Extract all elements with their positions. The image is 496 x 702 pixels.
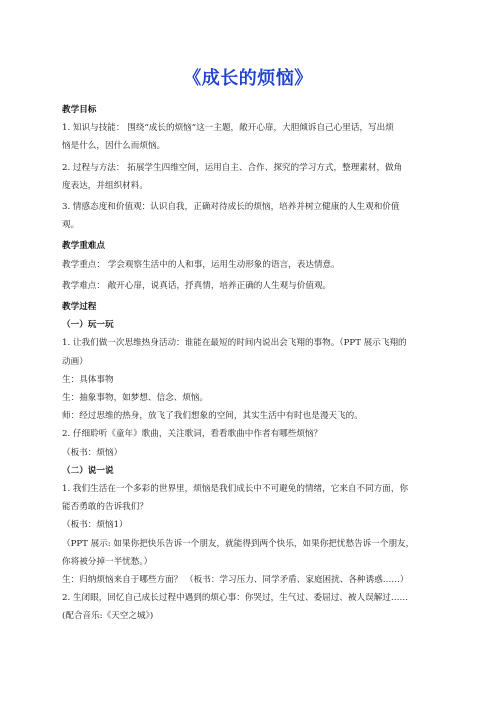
part-1-heading: （一）玩一玩: [62, 320, 114, 331]
part-1-item-3: 生：抽象事物，如梦想、信念、烦恼。: [62, 393, 209, 404]
process-heading: 教学过程: [62, 302, 97, 313]
part-2-item-5-line-2: (配合音乐:《天空之城》): [62, 611, 154, 622]
part-1-item-4: 师：经过思维的热身，放飞了我们想象的空间，其实生活中有时也是漫天飞的。: [62, 411, 363, 422]
keys-heading: 教学重难点: [62, 241, 105, 252]
part-2-item-1-line-2: 能否勇敢的告诉我们？: [62, 502, 148, 513]
part-2-item-2: （板书：烦恼1）: [62, 520, 128, 531]
part-1-item-1-line-1: 1. 让我们做一次思维热身活动：谁能在最短的时间内说出会飞翔的事物。（PPT 展示飞翔的: [62, 338, 407, 349]
part-2-item-3-line-2: 你将被分掉一半忧愁。）: [62, 556, 153, 567]
objective-1-line-1: 1. 知识与技能： 围绕“成长的烦恼”这一主题，敞开心扉，大胆倾诉自己心里话，写出烦: [62, 123, 394, 134]
key-difficulty: 教学难点： 敞开心扉，说真话，抒真情，培养正确的人生观与价值观。: [62, 280, 332, 291]
objective-2-line-2: 度表达，并组织材料。: [62, 180, 148, 191]
part-2-item-4: 生：归纳烦恼来自于哪些方面？ （板书：学习压力、同学矛盾、家庭困扰、各种诱惑……）: [62, 575, 409, 586]
objective-3-line-2: 观。: [62, 220, 80, 231]
part-1-item-6: （板书：烦恼）: [62, 447, 123, 458]
part-1-item-1-line-2: 动画）: [62, 356, 88, 367]
document-title: 《成长的烦恼》: [183, 68, 313, 89]
document-body: [62, 101, 436, 626]
key-focus: 教学重点： 学会观察生活中的人和事，运用生动形象的语言，表达情意。: [62, 259, 340, 270]
part-2-heading: （二）说一说: [62, 465, 114, 476]
objective-1-line-2: 恼是什么，因什么而烦恼。: [62, 141, 166, 152]
part-2-item-3-line-1: （PPT 展示: 如果你把快乐告诉一个朋友，就能得到两个快乐，如果你把忧愁告诉一个朋友，: [62, 538, 415, 549]
part-2-item-1-line-1: 1. 我们生活在一个多彩的世界里，烦恼是我们成长中不可避免的情绪，它来自不同方面，你: [62, 484, 409, 495]
part-1-item-5: 2. 仔细聆听《童年》歌曲，关注歌词，看看歌曲中作者有哪些烦恼？: [62, 429, 323, 440]
objective-3-line-1: 3. 情感态度和价值观：认识自我，正确对待成长的烦恼，培养并树立健康的人生观和价值: [62, 202, 400, 213]
objectives-heading: 教学目标: [62, 105, 97, 115]
objective-2-line-1: 2. 过程与方法： 拓展学生四维空间，运用自主、合作、探究的学习方式，整理素材，做角: [62, 162, 403, 173]
part-1-item-2: 生：具体事物: [62, 374, 114, 385]
part-2-item-5-line-1: 2. 生闭眼，回忆自己成长过程中遇到的烦心事：你哭过，生气过、委屈过、被人误解过……: [62, 593, 409, 604]
